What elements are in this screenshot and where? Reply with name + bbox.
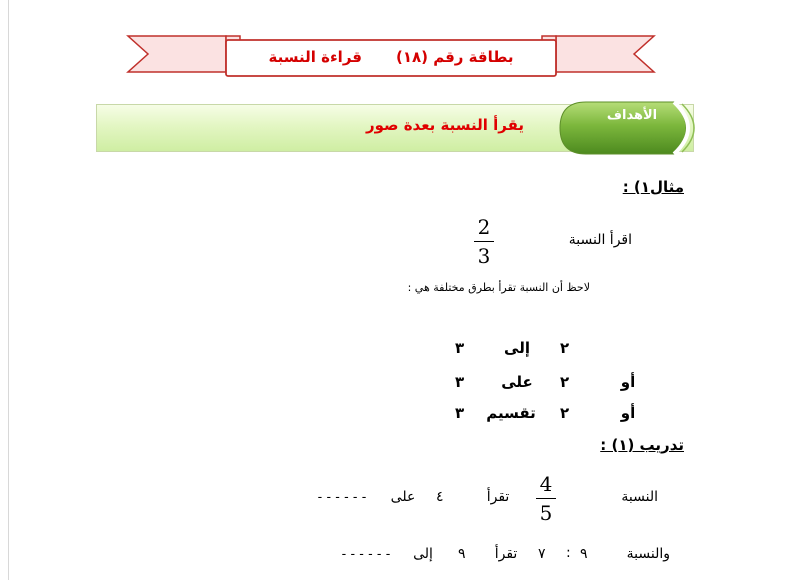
exercise2-number: ٩ <box>458 546 466 562</box>
fraction-four-fifths <box>536 472 556 525</box>
fraction-denominator: 3 <box>477 244 491 268</box>
row1-number-a: ٢ <box>560 339 570 357</box>
exercise1-reads: تقرأ <box>486 489 510 505</box>
objectives-label: الأهداف <box>606 108 658 123</box>
row3-word: تقسيم <box>486 404 536 422</box>
example-note: لاحظ أن النسبة تقرأ بطرق مختلفة هي : <box>407 281 590 294</box>
row2-number-a: ٢ <box>560 373 570 391</box>
exercise2-term-b: ٧ <box>538 546 546 562</box>
objectives-tab <box>556 98 706 158</box>
row2-prefix: أو <box>620 373 636 391</box>
exercise1-ratio-label: النسبة <box>621 489 658 505</box>
row3-prefix: أو <box>620 404 636 422</box>
title-banner <box>226 42 556 72</box>
card-title: قراءة النسبة <box>268 48 362 66</box>
row2-word: على <box>501 373 533 391</box>
exercise2-colon: : <box>566 545 571 561</box>
fraction-two-thirds <box>474 215 494 268</box>
exercise1-answer-blank[interactable]: ------ <box>316 490 369 505</box>
exercise2-term-a: ٩ <box>580 546 588 562</box>
exercise2-word: إلى <box>413 546 433 562</box>
row1-word: إلى <box>504 339 530 357</box>
row3-number-a: ٢ <box>560 404 570 422</box>
page-margin-line <box>8 0 9 580</box>
row3-number-b: ٣ <box>455 404 465 422</box>
row2-number-b: ٣ <box>455 373 465 391</box>
read-ratio-label: اقرأ النسبة <box>568 232 632 248</box>
row1-number-b: ٣ <box>455 339 465 357</box>
objectives-text: يقرأ النسبة بعدة صور <box>365 116 525 134</box>
exercise-heading: تدريب (١) : <box>600 436 684 454</box>
exercise1-number: ٤ <box>436 489 444 505</box>
fraction-bar <box>536 498 556 499</box>
example-heading: مثال١) : <box>622 178 684 196</box>
fraction-numerator: 2 <box>477 215 491 239</box>
fraction-bar <box>474 241 494 242</box>
card-number: بطاقة رقم (١٨) <box>395 48 514 66</box>
fraction-denominator: 5 <box>539 501 553 525</box>
exercise2-answer-blank[interactable]: ------ <box>340 547 393 562</box>
exercise1-word: على <box>390 489 416 505</box>
exercise2-ratio-label: والنسبة <box>626 546 670 562</box>
exercise2-reads: تقرأ <box>494 546 518 562</box>
fraction-numerator: 4 <box>539 472 553 496</box>
